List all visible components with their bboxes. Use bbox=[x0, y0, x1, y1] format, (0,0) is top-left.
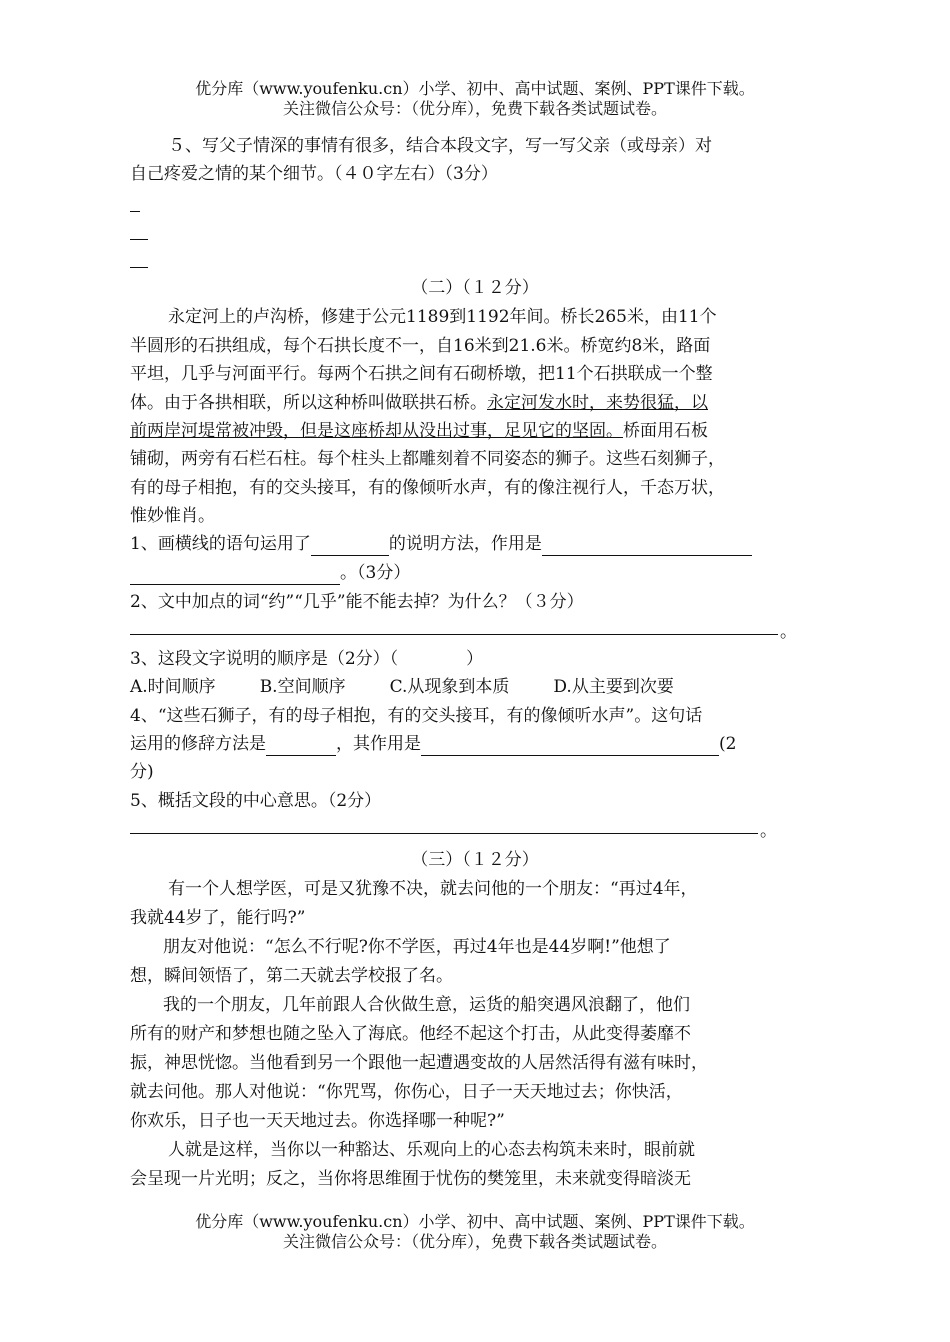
part2-para-line: 铺砌，两旁有石栏石柱。每个柱头上都雕刻着不同姿态的狮子。这些石刻狮子， bbox=[130, 449, 725, 469]
part3-para-line: 所有的财产和梦想也随之坠入了海底。他经不起这个打击，从此变得萎靡不 bbox=[130, 1024, 691, 1044]
answer-dash-1 bbox=[130, 211, 140, 212]
part3-para-line: 振，神思恍惚。当他看到另一个跟他一起遭遇变故的人居然活得有滋有味时， bbox=[130, 1053, 708, 1073]
plain-text: 体。由于各拱相联，所以这种桥叫做联拱石桥。 bbox=[130, 393, 487, 413]
part2-q3-options bbox=[130, 675, 810, 699]
part2-q2: 2、文中加点的词“约”“几乎”能不能去掉？为什么？（３分） bbox=[130, 592, 584, 612]
q2-answer-line[interactable] bbox=[130, 634, 778, 635]
part2-para-line: 有的母子相抱，有的交头接耳，有的像倾听水声，有的像注视行人，千态万状， bbox=[130, 478, 725, 498]
q5-end-mark: 。 bbox=[760, 821, 777, 841]
part2-q1 bbox=[130, 532, 810, 556]
part2-title: （二）（１２分） bbox=[411, 278, 539, 298]
footer-line-1: 优分库（www.youfenku.cn）小学、初中、高中试题、案例、PPT课件下载。 bbox=[195, 1212, 755, 1231]
part2-para-line bbox=[130, 419, 810, 443]
part2-q4-line3: 分) bbox=[130, 762, 154, 782]
q1-text-a: 1、画横线的语句运用了 bbox=[130, 534, 311, 554]
option-b[interactable]: B.空间顺序 bbox=[259, 677, 346, 697]
part2-q5: 5、概括文段的中心意思。（2分） bbox=[130, 791, 382, 811]
part3-para-line: 会呈现一片光明；反之，当你将思维囿于忧伤的樊笼里，未来就变得暗淡无 bbox=[130, 1169, 691, 1189]
q4-text-b: ，其作用是 bbox=[336, 734, 421, 754]
part3-para-line: 就去问他。那人对他说：“你咒骂，你伤心，日子一天天地过去；你快活， bbox=[130, 1082, 683, 1102]
part2-para-line: 永定河上的卢沟桥，修建于公元1189到1192年间。桥长265米，由11个 bbox=[168, 307, 717, 327]
option-a[interactable]: A.时间顺序 bbox=[130, 677, 216, 697]
answer-dash-3 bbox=[130, 267, 148, 268]
part2-q4-line2 bbox=[130, 732, 810, 756]
part2-para-line bbox=[130, 391, 810, 415]
q1-blank-purpose[interactable] bbox=[542, 537, 752, 556]
option-c[interactable]: C.从现象到本质 bbox=[389, 677, 510, 697]
header-line-2: 关注微信公众号：（优分库），免费下载各类试题试卷。 bbox=[282, 99, 667, 118]
plain-text: 桥面用石板 bbox=[623, 421, 708, 441]
q1-text-c: 。（3分） bbox=[340, 563, 411, 583]
q4-text-a: 运用的修辞方法是 bbox=[130, 734, 266, 754]
underlined-sentence: 永定河发水时，来势很猛，以 bbox=[487, 393, 708, 413]
q4-blank-effect[interactable] bbox=[421, 737, 719, 756]
option-d[interactable]: D.从主要到次要 bbox=[553, 677, 674, 697]
part3-para-line: 有一个人想学医，可是又犹豫不决，就去问他的一个朋友：“再过4年， bbox=[168, 879, 698, 899]
q4-text-c: (2 bbox=[719, 734, 737, 754]
part3-para-line: 朋友对他说：“怎么不行呢?你不学医，再过4年也是44岁啊!”他想了 bbox=[163, 937, 671, 957]
part1-q5-line2: 自己疼爱之情的某个细节。（４０字左右）（3分） bbox=[130, 164, 498, 184]
part3-para-line: 我就44岁了，能行吗?” bbox=[130, 908, 306, 928]
part2-q1-cont bbox=[130, 561, 810, 585]
part1-q5-line1: ５、写父子情深的事情有很多，结合本段文字，写一写父亲（或母亲）对 bbox=[168, 136, 712, 156]
part3-para-line: 想，瞬间领悟了，第二天就去学校报了名。 bbox=[130, 966, 453, 986]
part3-title: （三）（１２分） bbox=[411, 850, 539, 870]
part2-para-line: 惟妙惟肖。 bbox=[130, 506, 215, 526]
q4-blank-rhetoric[interactable] bbox=[266, 737, 336, 756]
q2-end-mark: 。 bbox=[780, 622, 797, 642]
part2-q3: 3、这段文字说明的顺序是（2分）（ ） bbox=[130, 649, 484, 669]
part3-para-line: 人就是这样，当你以一种豁达、乐观向上的心态去构筑未来时，眼前就 bbox=[168, 1140, 695, 1160]
answer-dash-2 bbox=[130, 239, 148, 240]
part3-para-line: 你欢乐，日子也一天天地过去。你选择哪一种呢?” bbox=[130, 1111, 505, 1131]
q5-answer-line[interactable] bbox=[130, 833, 758, 834]
part3-para-line: 我的一个朋友，几年前跟人合伙做生意，运货的船突遇风浪翻了，他们 bbox=[163, 995, 690, 1015]
part2-para-line: 半圆形的石拱组成，每个石拱长度不一，自16米到21.6米。桥宽约8米，路面 bbox=[130, 336, 711, 356]
header-line-1: 优分库（www.youfenku.cn）小学、初中、高中试题、案例、PPT课件下载。 bbox=[195, 79, 755, 98]
q1-text-b: 的说明方法，作用是 bbox=[388, 534, 542, 554]
q1-blank-method[interactable] bbox=[311, 537, 389, 556]
part2-q4-line1: 4、“这些石狮子，有的母子相抱，有的交头接耳，有的像倾听水声”。这句话 bbox=[130, 706, 703, 726]
part2-para-line: 平坦，几乎与河面平行。每两个石拱之间有石砌桥墩，把11个石拱联成一个整 bbox=[130, 364, 713, 384]
footer-line-2: 关注微信公众号：（优分库），免费下载各类试题试卷。 bbox=[282, 1232, 667, 1251]
underlined-sentence: 前两岸河堤常被冲毁，但是这座桥却从没出过事，足见它的坚固。 bbox=[130, 421, 623, 441]
q1-blank-cont[interactable] bbox=[130, 566, 340, 585]
